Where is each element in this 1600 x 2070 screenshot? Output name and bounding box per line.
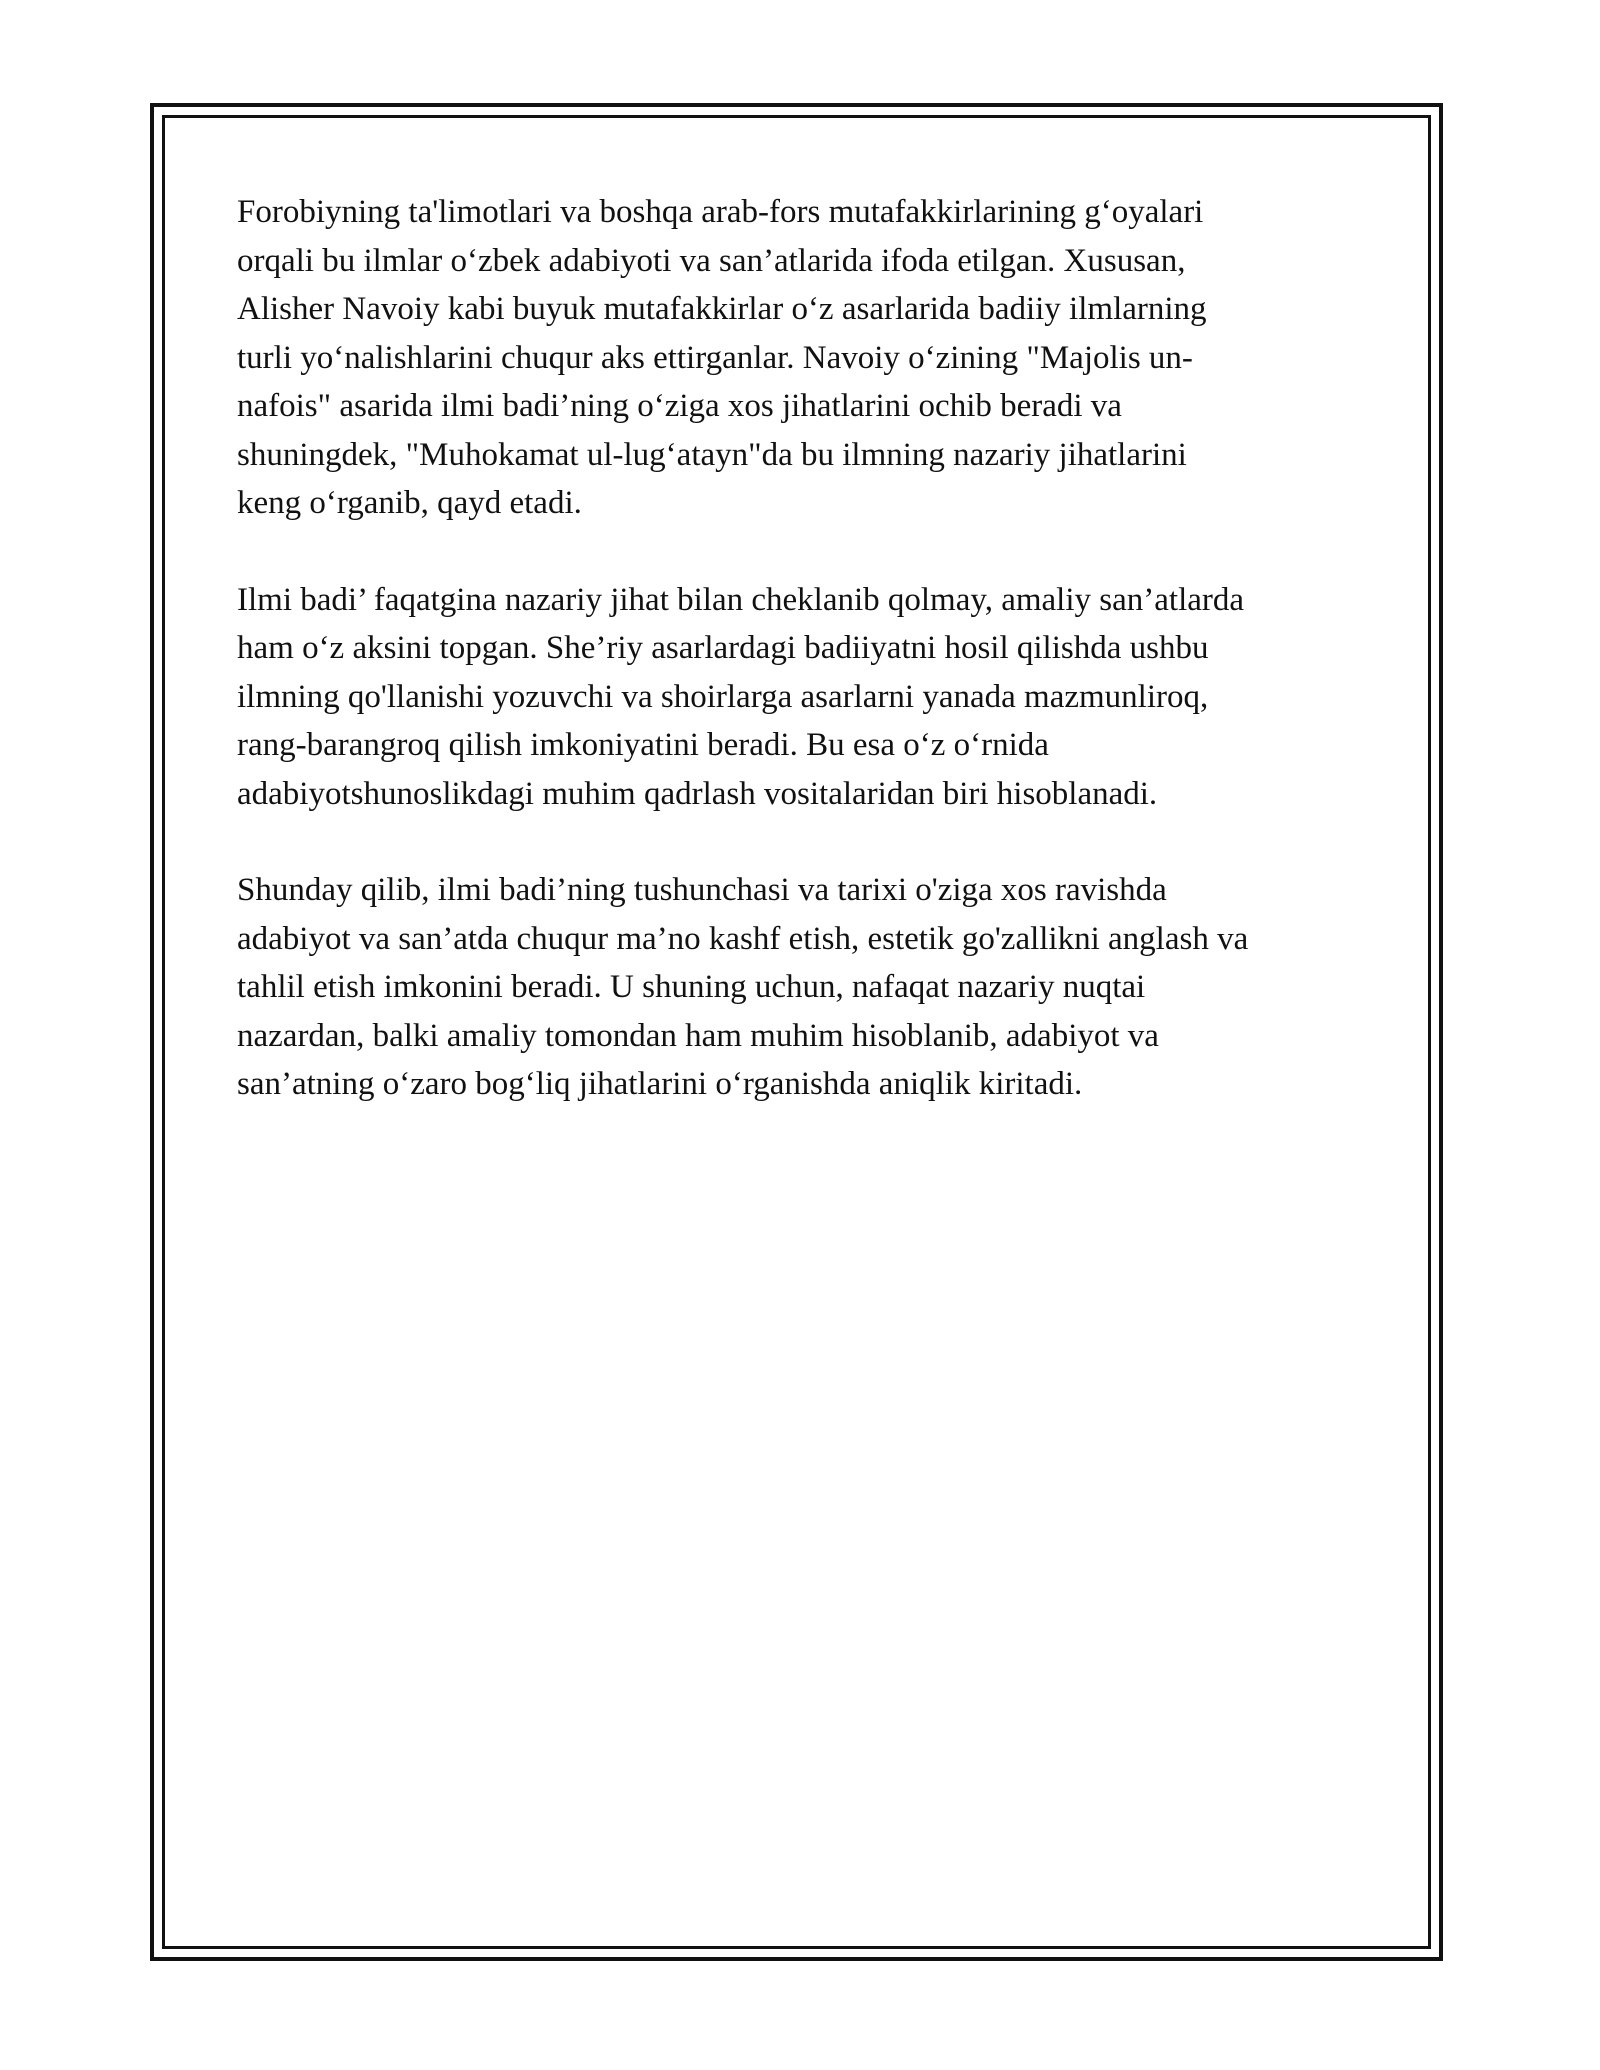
text-line: ham o‘z aksini topgan. She’riy asarlardagi badiiyatni hosil qilishda ushbu	[237, 630, 1209, 666]
text-line: adabiyotshunoslikdagi muhim qadrlash vositalaridan biri hisoblanadi.	[237, 775, 1158, 812]
paragraph-2	[237, 576, 1367, 819]
paragraph-1	[237, 188, 1367, 528]
paragraph-3	[237, 866, 1367, 1109]
text-line: Ilmi badi’ faqatgina nazariy jihat bilan cheklanib qolmay, amaliy san’atlarda	[237, 581, 1245, 618]
text-line: rang-barangroq qilish imkoniyatini beradi. Bu esa o‘z o‘rnida	[237, 727, 1049, 763]
text-line: keng o‘rganib, qayd etadi.	[237, 485, 582, 521]
text-line: adabiyot va san’atda chuqur ma’no kashf etish, estetik go'zallikni anglash va	[237, 920, 1249, 957]
text-line: Forobiyning ta'limotlari va boshqa arab-fors mutafakkirlarining g‘oyalari	[237, 194, 1204, 230]
text-line: Shunday qilib, ilmi badi’ning tushunchasi va tarixi o'ziga xos ravishda	[237, 872, 1167, 908]
text-line: nafois" asarida ilmi badi’ning o‘ziga xos jihatlarini ochib beradi va	[237, 388, 1122, 424]
text-line: turli yo‘nalishlarini chuqur aks ettirganlar. Navoiy o‘zining "Majolis un-	[237, 339, 1193, 376]
text-line: orqali bu ilmlar o‘zbek adabiyoti va san’atlarida ifoda etilgan. Xususan,	[237, 242, 1186, 279]
text-line: Alisher Navoiy kabi buyuk mutafakkirlar o‘z asarlarida badiiy ilmlarning	[237, 291, 1207, 327]
text-line: ilmning qo'llanishi yozuvchi va shoirlarga asarlarni yanada mazmunliroq,	[237, 678, 1209, 715]
text-line: shuningdek, "Muhokamat ul-lug‘atayn"da bu ilmning nazariy jihatlarini	[237, 436, 1187, 473]
text-line: tahlil etish imkonini beradi. U shuning uchun, nafaqat nazariy nuqtai	[237, 969, 1146, 1005]
document-body	[237, 188, 1367, 1157]
text-line: san’atning o‘zaro bog‘liq jihatlarini o‘rganishda aniqlik kiritadi.	[237, 1066, 1083, 1102]
text-line: nazardan, balki amaliy tomondan ham muhim hisoblanib, adabiyot va	[237, 1017, 1159, 1054]
